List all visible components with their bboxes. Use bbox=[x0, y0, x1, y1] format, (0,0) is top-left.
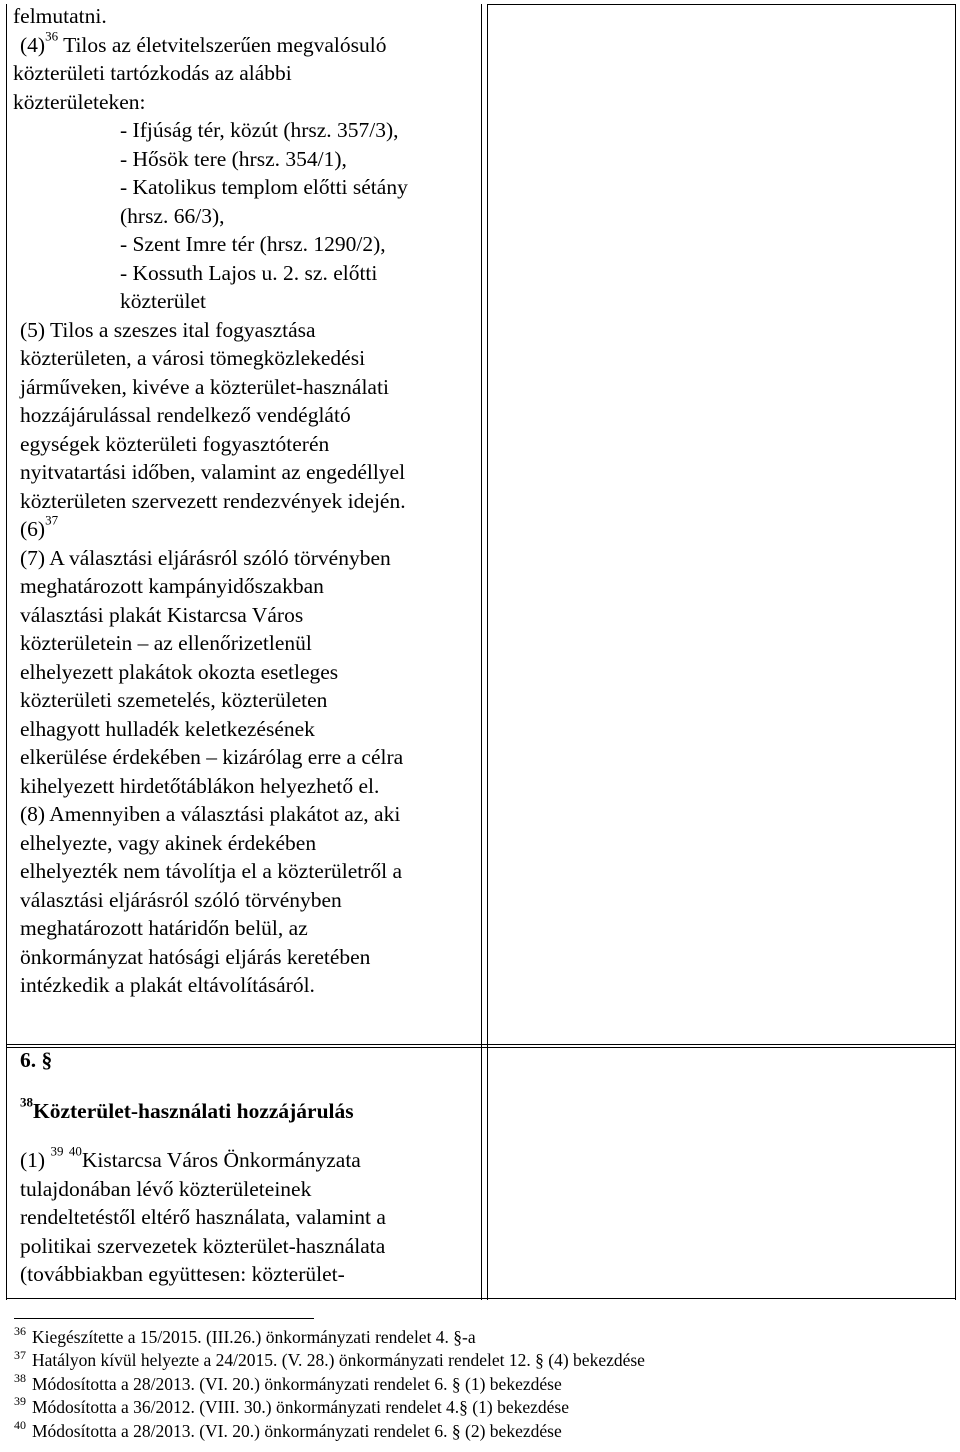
list-item: - Katolikus templom előtti sétány bbox=[120, 175, 408, 199]
footnote: $^{40}$ Módosította a 28/2013. (VI. 20.) önkormányzati rendelet 6. § (2) bekezdése bbox=[14, 1417, 562, 1441]
table-divider bbox=[481, 4, 482, 1300]
paragraph-4-line3: közterületeken: bbox=[13, 89, 146, 114]
paragraph-5: (5) Tilos a szeszes ital fogyasztása közterületen, a városi tömegközlekedési járműveken, kivéve a közterület-használati hozzájárulással rendelkező vendéglátó egységek közterületi fogyasztóterén nyitvatartási időben, valamint az engedéllyel közterületen szervezett rendezvények idején. $(6)^{37}$ (7) A választási eljárásról szóló törvényben meghatározott kampányidőszakban választási plakát Kistarcsa Város közterületein – az ellenőrizetlenül elhelyezett plakátok okozta esetleges közterületi szemetelés, közterületen elhagyott hulladék keletkezésének elkerülése érdekében – kizárólag erre a célra kihelyezett hirdetőtáblákon helyezhető el. (8) Amennyiben a választási plakátot az, aki elhelyezte, vagy akinek érdekében elhelyezték nem távolítja el a közterületről a választási eljárásról szóló törvényben meghatározott határidőn belül, az önkormányzat hatósági eljárás keretében intézkedik a plakát eltávolításáról. bbox=[13, 316, 469, 1000]
section-heading: $^{38}$Közterület-használati hozzájárulás bbox=[20, 1093, 354, 1123]
table-border-right bbox=[955, 4, 956, 1300]
row-divider bbox=[6, 1044, 956, 1045]
section-number: 6. § bbox=[20, 1048, 53, 1072]
cell-left-bottom: 6. § $^{38}$Közterület-használati hozzájárulás (1) $^{39}$ $^{40}$Kistarcsa Város Önkormányzata tulajdonában lévő közterületeinek rendeltetéstől eltérő használata, valamint a politikai szervezetek közterület-használata (továbbiakban együttesen: közterület- bbox=[20, 1046, 469, 1289]
paragraph-6: $(6)^{37}$ bbox=[20, 512, 59, 541]
table-border-top bbox=[487, 4, 956, 5]
list-item: (hrsz. 66/3), bbox=[120, 203, 225, 228]
footnote: $^{36}$ Kiegészítette a 15/2015. (III.26.) önkormányzati rendelet 4. §-a bbox=[14, 1324, 476, 1347]
list-item: - Hősök tere (hrsz. 354/1), bbox=[120, 146, 347, 171]
list-item: - Szent Imre tér (hrsz. 1290/2), bbox=[120, 232, 386, 256]
footnote: $^{38}$ Módosította a 28/2013. (VI. 20.) önkormányzati rendelet 6. § (1) bekezdése bbox=[14, 1371, 562, 1394]
paragraph-1: (1) $^{39}$ $^{40}$Kistarcsa Város Önkormányzata bbox=[20, 1143, 361, 1172]
paragraph-4: $(4)^{36}$ Tilos az életvitelszerűen megvalósuló bbox=[20, 27, 387, 57]
footnote: $^{37}$ Hatályon kívül helyezte a 24/2015. (V. 28.) önkormányzati rendelet 12. § (4) bekezdése bbox=[14, 1347, 645, 1371]
location-list bbox=[13, 116, 469, 316]
footnote-rule bbox=[14, 1318, 314, 1319]
cell-left-top bbox=[13, 2, 469, 1000]
list-item: közterület bbox=[120, 289, 206, 313]
table-border-bottom bbox=[6, 1298, 956, 1299]
list-item: - Ifjúság tér, közút (hrsz. 357/3), bbox=[120, 118, 399, 142]
list-item: - Kossuth Lajos u. 2. sz. előtti bbox=[120, 260, 378, 285]
footnotes bbox=[14, 1326, 944, 1443]
footnote: $^{39}$ Módosította a 36/2012. (VIII. 30.) önkormányzati rendelet 4.§ (1) bekezdése bbox=[14, 1394, 569, 1418]
paragraph-4-line2: közterületi tartózkodás az alábbi bbox=[13, 61, 292, 85]
table-divider-right bbox=[487, 4, 488, 1300]
line-top: felmutatni. bbox=[13, 4, 107, 28]
table-border-left bbox=[6, 4, 7, 1300]
